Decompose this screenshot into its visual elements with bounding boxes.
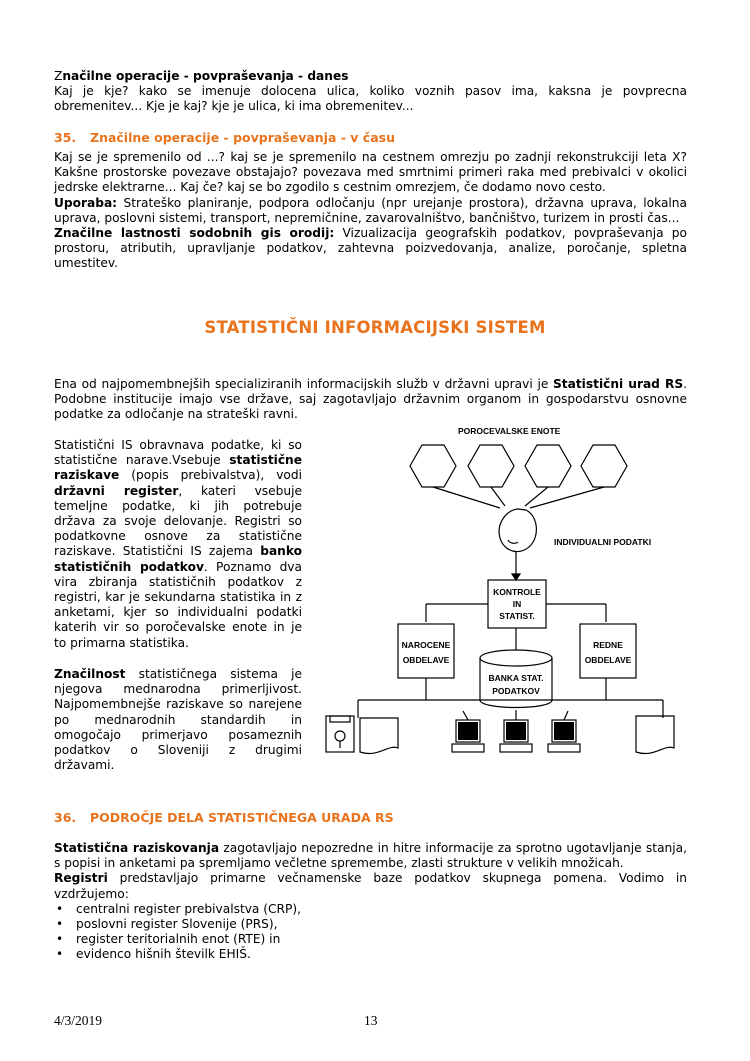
individual-data-node xyxy=(499,509,536,552)
body-danes: Kaj je kje? kako se imenuje dolocena ulica, koliko voznih pasov ima, kaksna je povprecna obremenitev... Kje je kaj? kje je ulica, ki ima obremenitev... xyxy=(54,84,687,114)
uporaba-paragraph: Uporaba: Strateško planiranje, podpora odločanju (npr urejanje prostora), državna uprava, lokalna uprava, poslovni sistemi, transport, nepremičnine, zavarovalništvo, bančništvo, turizem in prosti čas... xyxy=(54,195,687,225)
label-narocene-1: NAROCENE xyxy=(401,640,451,650)
reporting-unit-hexagon xyxy=(410,445,456,487)
label-banka-2: PODATKOV xyxy=(492,686,540,696)
label-narocene-2: OBDELAVE xyxy=(402,655,450,665)
reporting-unit-hexagon xyxy=(525,445,571,487)
section-35-body xyxy=(54,150,687,272)
section-36-body xyxy=(54,841,687,963)
register-list xyxy=(54,902,687,963)
label-reporting-units: POROCEVALSKE ENOTE xyxy=(458,426,561,436)
left-column-p1: Statistični IS obravnava podatke, ki so statistične narave.Vsebuje statistične raziskave (popis prebivalstva), vodi državni register, kateri vsebuje temeljne podatke, ki jih potrebuje država za svoje delovanje. Registri so podatkovne osnove za statistične raziskave. Statistični IS zajema banko statističnih podatkov. Poznamo dva vira zbiranja statističnih podatkov z registri, kar je sekundarna statistika in z anketami, kjer so individualni podatki katerih vir so poročevalske enote in je to primarna statistika. xyxy=(54,438,302,650)
body-35: Kaj se je spremenilo od ...? kaj se je spremenilo na cestnem omrezju po zadnji rekonstrukciji leta X? Kakšne prostorske povezave obstajajo? povezava med smrtnimi primeri raka med prebivalci v okolici jedrske elektrarne... Kaj če? kaj se bo zgodilo s cestnim omrezjem, če dodamo novo cesto. xyxy=(54,150,687,195)
redne-box xyxy=(580,624,636,678)
label-redne-1: REDNE xyxy=(593,640,623,650)
list-item: • evidenco hišnih številk EHIŠ. xyxy=(54,947,687,962)
registri-paragraph: Registri predstavljajo primarne večnamenske baze podatkov skupnega pomena. Vodimo in vzdržujemo: xyxy=(54,871,687,901)
label-kontrole-3: STATIST. xyxy=(499,611,535,621)
heading-36: 36. PODROČJE DELA STATISTIČNEGA URADA RS xyxy=(54,810,394,825)
label-individual-data: INDIVIDUALNI PODATKI xyxy=(554,537,652,547)
left-column-p2: Značilnost statističnega sistema je njegova mednarodna primerljivost. Najpomembnejše raziskave so narejene po mednarodnih standardih in omogočajo primerjavo posameznih podatkov o Sloveniji z drugimi državami. xyxy=(54,667,302,773)
label-redne-2: OBDELAVE xyxy=(584,655,632,665)
document-icon xyxy=(636,716,674,754)
label-kontrole-1: KONTROLE xyxy=(493,587,541,597)
list-item: • centralni register prebivalstva (CRP), xyxy=(54,902,687,917)
footer-date: 4/3/2019 xyxy=(54,1013,103,1028)
document-icon xyxy=(360,718,398,754)
intro-paragraph: Ena od najpomembnejših specializiranih informacijskih služb v državni upravi je Statistični urad RS. Podobne institucije imajo vse države, saj zagotavljajo državnim organom in gospodarstvu osnovne podatke za odločanje na strateški ravni. xyxy=(54,377,688,422)
raziskovanja-paragraph: Statistična raziskovanja zagotavljajo nepozredne in hitre informacije za sprotno ugotavljanje stanja, s popisi in anketami pa spremljamo večletne spremembe, zlasti strukture v velikih množicah. xyxy=(54,841,687,871)
label-kontrole-2: IN xyxy=(512,599,522,609)
list-item: • register teritorialnih enot (RTE) in xyxy=(54,932,687,947)
main-title: STATISTIČNI INFORMACIJSKI SISTEM xyxy=(204,318,546,337)
statistical-system-diagram xyxy=(318,418,700,774)
label-banka-1: BANKA STAT. xyxy=(488,673,544,683)
reporting-unit-hexagon xyxy=(468,445,514,487)
narocene-box xyxy=(398,624,454,678)
reporting-unit-hexagon xyxy=(581,445,627,487)
page-number: 13 xyxy=(364,1013,378,1028)
list-item: • poslovni register Slovenije (PRS), xyxy=(54,917,687,932)
heading-35: 35. Značilne operacije - povpraševanja - v času xyxy=(54,130,395,145)
section-danes xyxy=(54,69,687,115)
heading-danes: Značilne operacije - povpraševanja - danes xyxy=(54,69,349,83)
lastnosti-paragraph: Značilne lastnosti sodobnih gis orodij: Vizualizacija geografskih podatkov, povpraševanja po prostoru, atributih, upravljanje podatkov, zahtevna poizvedovanja, analize, poročanje, spletna umestitev. xyxy=(54,226,687,271)
